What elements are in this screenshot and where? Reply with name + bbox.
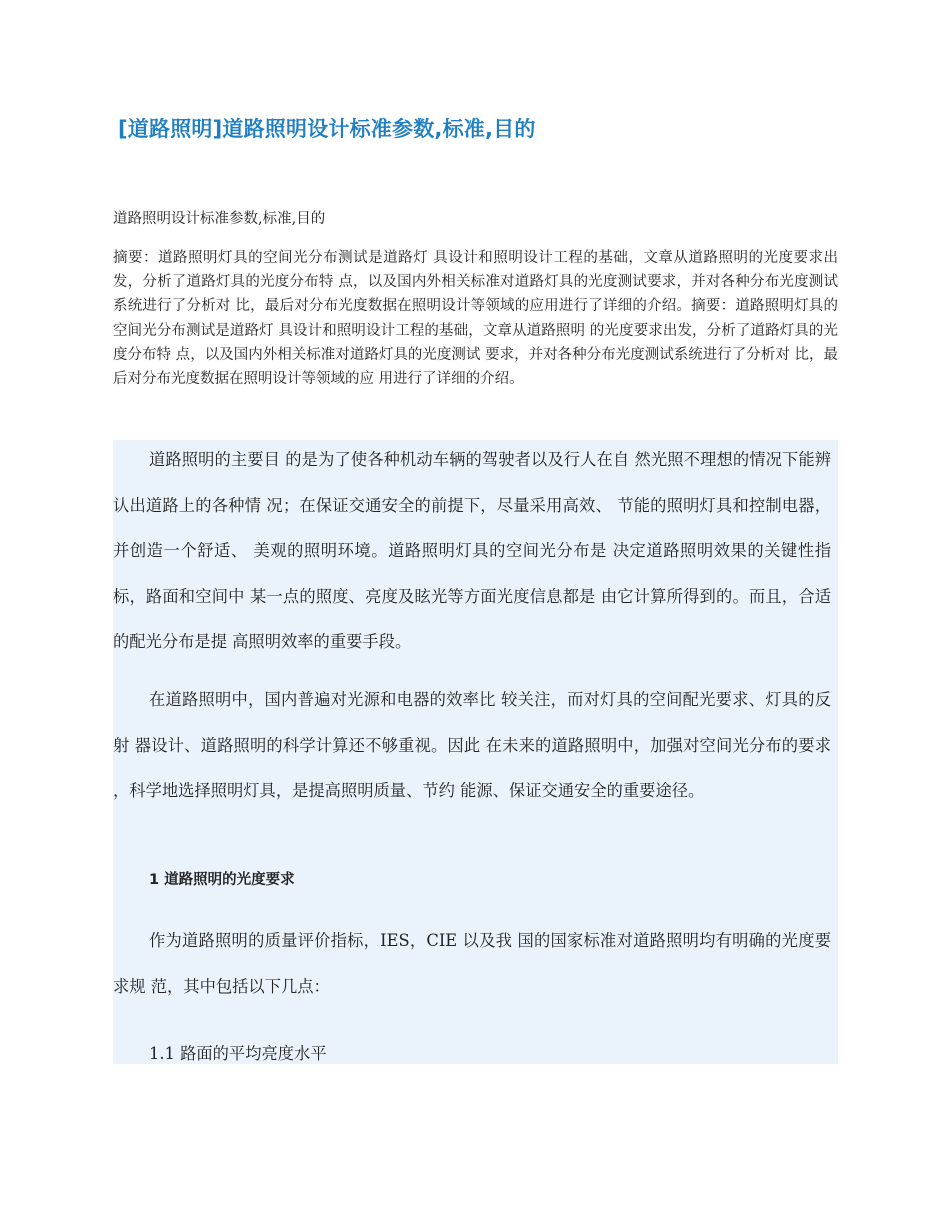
body-paragraph-purpose: 道路照明的主要目 的是为了使各种机动车辆的驾驶者以及行人在自 然光照不理想的情况下能辨认出道路上的各种情 况；在保证交通安全的前提下，尽量采用高效、 节能的照明灯具和控制电器，并创造一个舒适、 美观的照明环境。道路照明灯具的空间光分布是 决定道路照明效果的关键性指标，路面和空间中 某一点的照度、亮度及眩光等方面光度信息都是 由它计算所得到的。而且，合适的配光分布是提 高照明效率的重要手段。 [113,450,831,652]
abstract-paragraph: 摘要：道路照明灯具的空间光分布测试是道路灯 具设计和照明设计工程的基础，文章从道路照明的光度要求出发，分析了道路灯具的光度分布特 点，以及国内外相关标准对道路灯具的光度测试要求，并对各种分布光度测试系统进行了分析对 比，最后对分布光度数据在照明设计等领域的应用进行了详细的介绍。摘要：道路照明灯具的空间光分布测试是道路灯 具设计和照明设计工程的基础，文章从道路照明 的光度要求出发，分析了道路灯具的光度分布特 点，以及国内外相关标准对道路灯具的光度测试 要求，并对各种分布光度测试系统进行了分析对 比，最后对分布光度数据在照明设计等领域的应 用进行了详细的介绍。 [113,250,838,388]
subsection-heading-average-luminance: 1.1 路面的平均亮度水平 [149,1044,327,1063]
body-paragraph-domestic-practice: 在道路照明中，国内普遍对光源和电器的效率比 较关注，而对灯具的空间配光要求、灯具的反射 器设计、道路照明的科学计算还不够重视。因此 在未来的道路照明中，加强对空间光分布的要求 ，科学地选择照明灯具，是提高照明质量、节约 能源、保证交通安全的重要途径。 [113,690,831,801]
body-paragraph-standards: 作为道路照明的质量评价指标，IES，CIE 以及我 国的国家标准对道路照明均有明确的光度要求规 范，其中包括以下几点： [113,931,831,996]
document-title: [道路照明]道路照明设计标准参数,标准,目的 [118,117,536,141]
document-subtitle: 道路照明设计标准参数,标准,目的 [113,211,326,227]
section-heading-photometric-requirements: 1 道路照明的光度要求 [149,872,295,888]
